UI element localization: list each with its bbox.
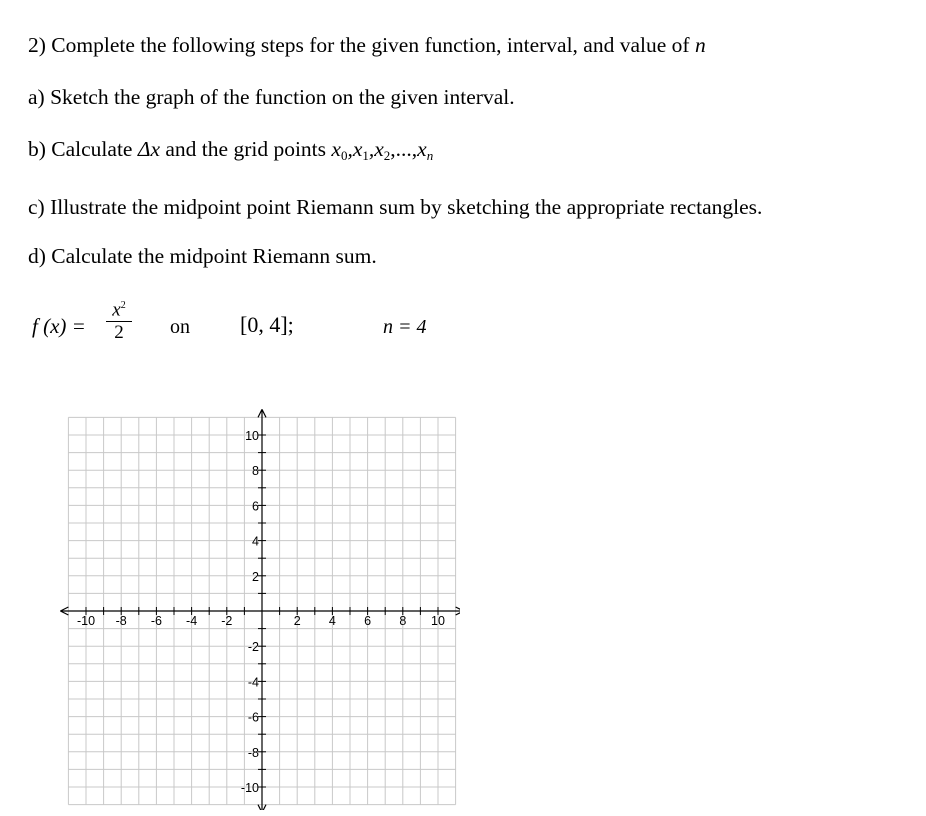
x-tick-label: 10 [431, 614, 445, 628]
interval: [0, 4]; [240, 312, 294, 337]
y-tick-label: 10 [245, 429, 259, 443]
step-b-middle: and the grid points [165, 137, 327, 161]
step-b [28, 137, 433, 164]
y-tick-label: -4 [247, 675, 259, 690]
y-tick-label: 4 [252, 534, 259, 549]
fraction [104, 296, 134, 344]
x-tick-label: 4 [328, 614, 336, 628]
step-b-prefix: b) Calculate [28, 137, 133, 161]
grid-points-expression: $x_0,x_1,x_2,...,xn$ [331, 137, 434, 163]
x-tick-label: 2 [293, 614, 301, 628]
x-tick-label: 6 [364, 614, 372, 628]
coordinate-grid [40, 400, 460, 810]
y-tick-label: 6 [252, 499, 259, 514]
x-tick-label: -2 [221, 614, 233, 628]
y-tick-label: 8 [252, 464, 259, 479]
step-c: c) Illustrate the midpoint point Riemann sum by sketching the appropriate rectangles. [28, 195, 763, 219]
fraction-numerator: $x^2$ [112, 299, 126, 321]
fraction-denominator: 2 [114, 322, 124, 344]
delta-x: Δx [137, 137, 161, 161]
grid-svg [40, 400, 460, 810]
x-tick-label: -4 [186, 614, 198, 628]
step-a: a) Sketch the graph of the function on the given interval. [28, 85, 515, 109]
problem-intro [28, 33, 706, 58]
function-lhs: f (x) = [32, 314, 86, 338]
n-value: n = 4 [383, 316, 427, 338]
x-tick-label: -10 [76, 614, 96, 628]
on-word: on [170, 316, 190, 338]
y-tick-label: -8 [247, 745, 259, 760]
y-tick-label: -10 [240, 781, 259, 795]
y-tick-label: 2 [252, 569, 259, 584]
y-tick-label: -2 [247, 640, 259, 655]
intro-text: 2) Complete the following steps for the given function, interval, and value of [28, 33, 690, 57]
step-d: d) Calculate the midpoint Riemann sum. [28, 244, 377, 268]
x-tick-label: 8 [399, 614, 407, 628]
x-tick-label: -6 [150, 614, 162, 628]
intro-variable: n [694, 33, 706, 57]
y-tick-label: -6 [247, 710, 259, 725]
x-tick-label: -8 [115, 614, 127, 628]
